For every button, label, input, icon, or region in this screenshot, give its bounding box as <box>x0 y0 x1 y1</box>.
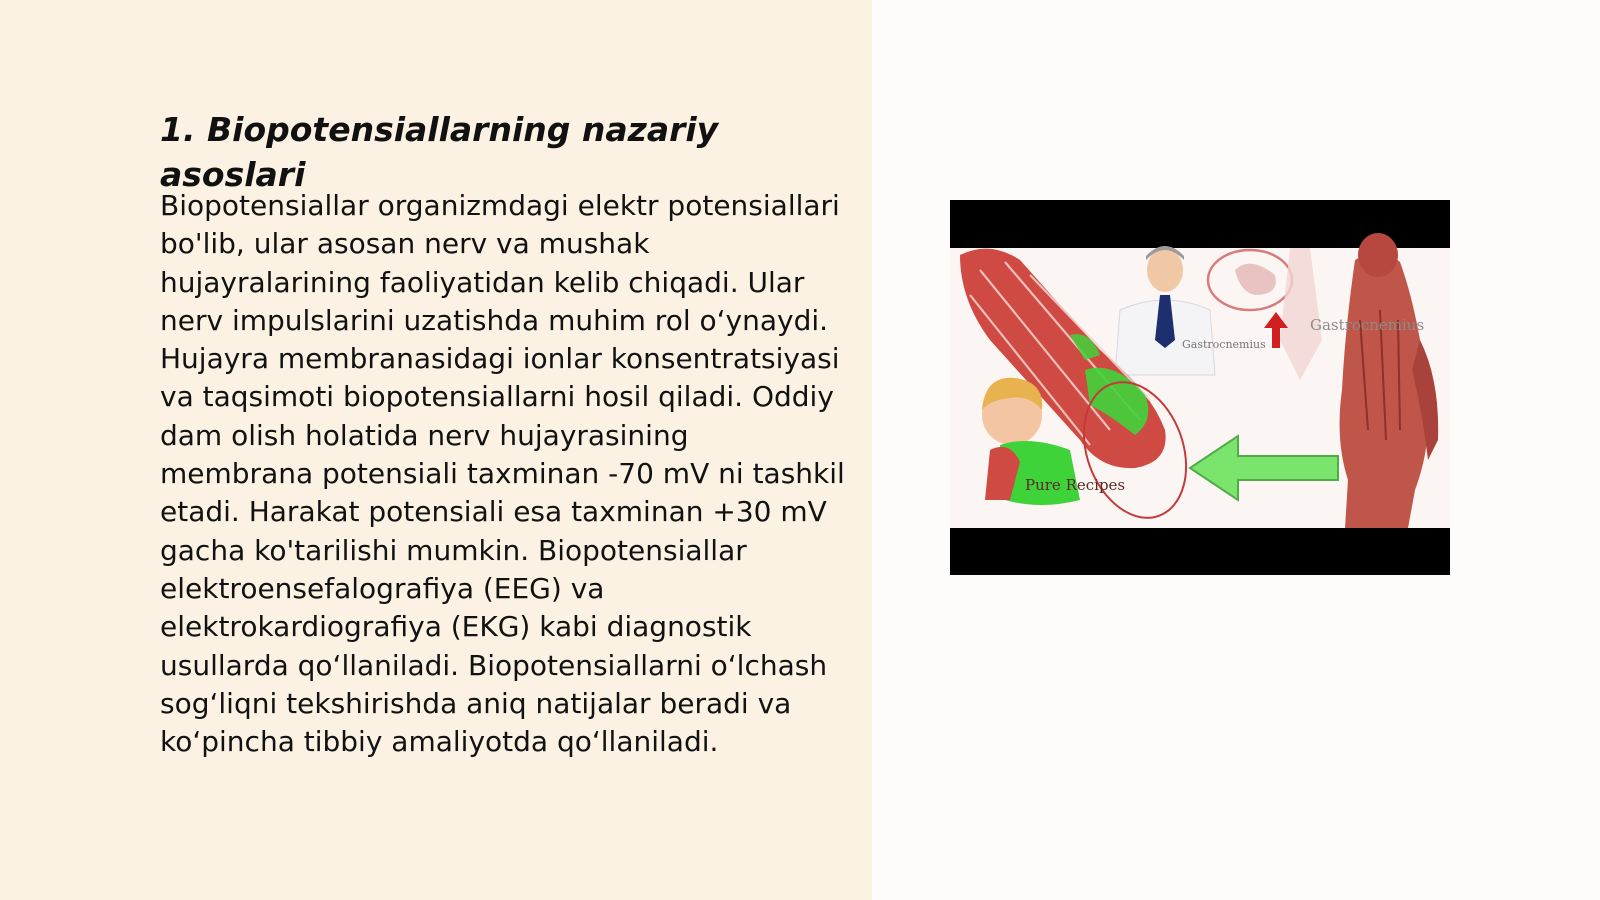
muscle-figure-head <box>1358 233 1398 277</box>
muscle-anatomy-illustration <box>950 200 1450 575</box>
muscle-anatomy-image <box>950 200 1450 575</box>
watermark-label: Pure Recipes <box>1025 476 1126 494</box>
doctor-head <box>1147 248 1183 292</box>
muscle-caption: Gastrocnemius <box>1310 316 1425 334</box>
slide-body-text: Biopotensiallar organizmdagi elektr potensiallari bo'lib, ular asosan nerv va mushak hujayralarining faoliyatidan kelib chiqadi. Ular nerv impulslarini uzatishda muhim rol o‘ynaydi. Hujayra membranasidagi ionlar konsentratsiyasi va taqsimoti biopotensiallarni hosil qiladi. Oddiy dam olish holatida nerv hujayrasining membrana potensiali taxminan -70 mV ni tashkil etadi. Harakat potensiali esa taxminan +30 mV gacha ko'tarilishi mumkin. Biopotensiallar elektroensefalografiya (EEG) va elektrokardiografiya (EKG) kabi diagnostik usullarda qo‘llaniladi. Biopotensiallarni o‘lchash sog‘liqni tekshirishda aniq natijalar beradi va ko‘pincha tibbiy amaliyotda qo‘llaniladi. <box>160 189 845 759</box>
slide-title: 1. Biopotensiallarning nazariy asoslari <box>160 110 719 194</box>
doctor-caption: Gastrocnemius <box>1182 338 1266 351</box>
